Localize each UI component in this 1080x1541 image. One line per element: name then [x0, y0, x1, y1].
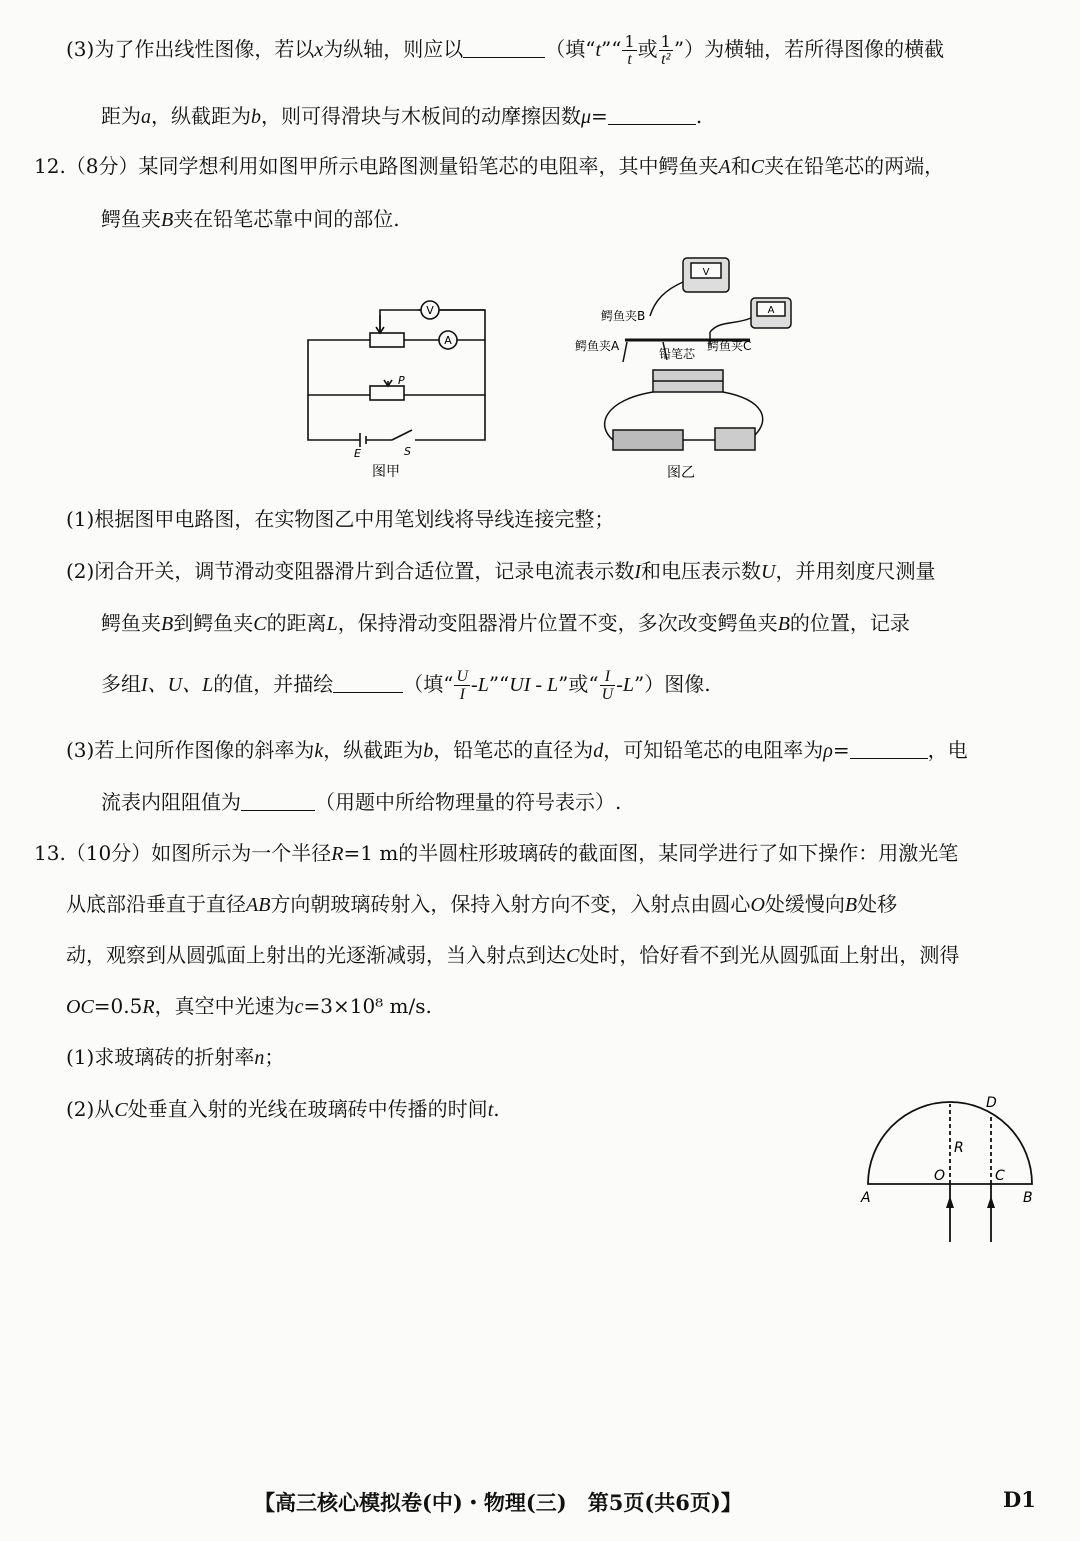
var-x: x: [314, 39, 324, 61]
answer-blank[interactable]: [850, 738, 928, 759]
answer-blank[interactable]: [608, 104, 696, 125]
svg-text:C: C: [995, 1168, 1005, 1184]
svg-text:鳄鱼夹A: 鳄鱼夹A: [575, 339, 620, 353]
figure-apparatus: [565, 250, 795, 485]
answer-blank[interactable]: [333, 672, 403, 693]
q12-header-line2: 鳄鱼夹B夹在铅笔芯靠中间的部位.: [101, 207, 400, 231]
q13-line4: OC=0.5R，真空中光速为c=3×10⁸ m/s.: [66, 994, 432, 1018]
q13-line2: 从底部沿垂直于直径AB方向朝玻璃砖射入，保持入射方向不变，入射点由圆心O处缓慢向B处移: [66, 892, 898, 916]
q12-part3-line1: (3)若上问所作图像的斜率为k，纵截距为b，铅笔芯的直径为d，可知铅笔芯的电阻率为ρ= ，电: [66, 738, 968, 762]
footer-title: 【高三核心模拟卷(中)・物理(三) 第5页(共6页)】: [254, 1490, 742, 1515]
q13-line1: 13.（10分）如图所示为一个半径R=1 m的半圆柱形玻璃砖的截面图，某同学进行了如下操作：用激光笔: [34, 841, 959, 865]
switch-device: [715, 428, 755, 450]
svg-text:A: A: [861, 1190, 871, 1206]
svg-text:铅笔芯: 铅笔芯: [659, 347, 696, 361]
semicircle-outline: [868, 1102, 1032, 1184]
q12-part1: (1)根据图甲电路图，在实物图乙中用笔划线将导线连接完整；: [66, 507, 615, 531]
svg-text:D: D: [986, 1095, 997, 1111]
svg-text:S: S: [404, 445, 411, 458]
answer-blank[interactable]: [241, 790, 315, 811]
q12-header: 12.（8分）某同学想利用如图甲所示电路图测量铅笔芯的电阻率，其中鳄鱼夹A和C夹在铅笔芯的两端，: [34, 154, 945, 178]
q12-part3-line2: 流表内阻阻值为 （用题中所给物理量的符号表示）.: [101, 790, 622, 814]
arrow-icon: [987, 1196, 995, 1208]
svg-text:V: V: [702, 267, 710, 278]
fraction-U-over-I: $\frac{U}{I}$: [456, 668, 469, 703]
battery-device: [613, 430, 683, 450]
q13-line3: 动，观察到从圆弧面上射出的光逐渐减弱，当入射点到达C处时，恰好看不到光从圆弧面上射出，测得: [66, 943, 960, 967]
svg-text:R: R: [954, 1140, 964, 1156]
svg-text:鳄鱼夹C: 鳄鱼夹C: [707, 339, 752, 353]
svg-text:A: A: [444, 334, 452, 347]
figure-circuit-diagram: [300, 295, 500, 485]
svg-text:B: B: [1023, 1190, 1033, 1206]
fraction-one-over-t-squared: $\frac{1}{\text{t²}}$: [660, 32, 671, 68]
q12-part2-line1: (2)闭合开关，调节滑动变阻器滑片到合适位置，记录电流表示数I和电压表示数U，并用刻度尺测量: [66, 559, 936, 583]
q11-part3-line1: (3)为了作出线性图像，若以x为纵轴，则应以 （填“t”“ $\frac{1}{t}$ 或 $\frac{1}{\text{t²}}$ ”）为横轴，若所得图像的横截: [66, 32, 945, 68]
svg-text:V: V: [426, 304, 434, 317]
arrow-icon: [946, 1196, 954, 1208]
fraction-I-over-U: $\frac{I}{U}$: [601, 668, 614, 703]
svg-text:E: E: [354, 447, 361, 460]
q12-part2-line2: 鳄鱼夹B到鳄鱼夹C的距离L，保持滑动变阻器滑片位置不变，多次改变鳄鱼夹B的位置，记录: [101, 611, 910, 635]
fraction-one-over-t: $\frac{1}{t}$: [624, 32, 635, 68]
svg-text:鳄鱼夹B: 鳄鱼夹B: [601, 309, 646, 323]
svg-text:A: A: [767, 305, 775, 316]
q12-part2-line3: 多组I、U、L的值，并描绘 （填“ $\frac{U}{I}$ -L”“UI - L”或“ $\frac{I}{U}$ -L”）图像.: [101, 668, 711, 703]
caption-fig-a: 图甲: [372, 464, 400, 480]
q11-part3-line2: 距为a，纵截距为b，则可得滑块与木板间的动摩擦因数μ= .: [101, 104, 703, 128]
svg-text:O: O: [934, 1168, 946, 1184]
caption-fig-b: 图乙: [667, 465, 695, 481]
figure-semicircle-glass: [855, 1092, 1045, 1252]
q13-part2: (2)从C处垂直入射的光线在玻璃砖中传播的时间t.: [66, 1097, 500, 1121]
answer-blank[interactable]: [463, 37, 545, 58]
q13-part1: (1)求玻璃砖的折射率n；: [66, 1045, 285, 1069]
svg-text:P: P: [398, 374, 405, 387]
footer-code: D1: [1003, 1487, 1036, 1512]
